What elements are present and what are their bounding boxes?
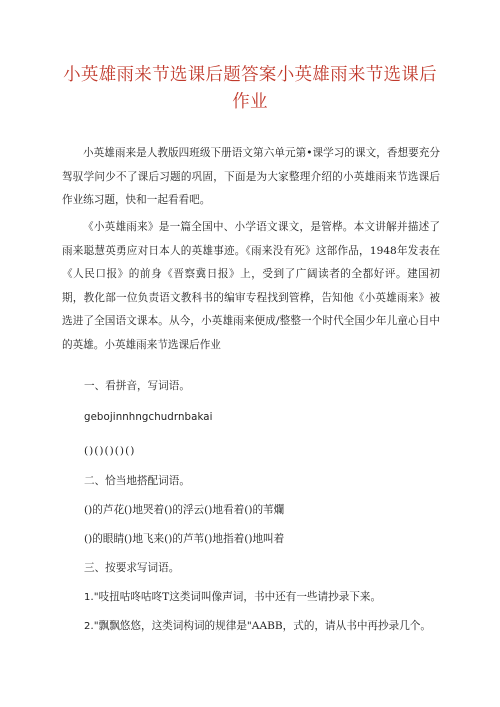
document-title: 小英雄雨来节选课后题答案小英雄雨来节选课后作业 xyxy=(63,65,437,112)
question-1-text: ."吱扭咕咚咕咚T这类词叫像声词，书中还有一些请抄录下来。 xyxy=(90,591,382,603)
question-2 xyxy=(62,618,440,635)
match-line-1: ()的芦花()地哭着()的浮云()地看着()的苇爛 xyxy=(84,504,285,516)
question-1 xyxy=(84,589,444,606)
match-line-2: ()的眼睛()地飞来()的芦苇()地指着()地叫着 xyxy=(84,533,285,545)
question-1-number: 1 xyxy=(84,592,91,603)
pinyin-line: gebojinnhngchudrnbakai xyxy=(84,412,213,423)
section3-heading: 三、按要求写词语。 xyxy=(84,562,180,574)
answer-blanks-line: ()()()()() xyxy=(84,445,136,457)
background-paragraph: 《小英雄雨来》是一篇全国中、小学语文课文，是管桦。本文讲解并描述了雨来聪慧英勇应对日本人的英雄事迹。《雨来没有死》这部作品，1948年发表在《人民口报》的前身《晋察冀日报》上，受到了广阔读者的全都好评。建国初期，教化部一位负责语文教科书的编审专程找到管桦，告知他《小英雄雨来》被选进了全国语文课本。从今，小英雄雨来便成/整整一个时代全国少年儿童心目中的英雄。小英雄雨来节选课后作业 xyxy=(62,221,440,351)
question-2-text: ."飘飘悠悠，这类词构词的规律是"AABB，式的，请从书中再抄录几个。 xyxy=(90,620,431,632)
section1-heading: 一、看拼音，写词语。 xyxy=(84,380,190,392)
section2-heading: 二、恰当地搭配词语。 xyxy=(84,475,190,487)
question-2-number: 2 xyxy=(84,621,91,632)
intro-paragraph: 小英雄雨来是人教版四班级下册语文第六单元第•课学习的课文，香想要充分驾驭学问少不了课后习题的巩固，下面是为大家整理介绍的小英雄雨来节选课后作业练习题，快和一起看看吧。 xyxy=(62,147,440,206)
